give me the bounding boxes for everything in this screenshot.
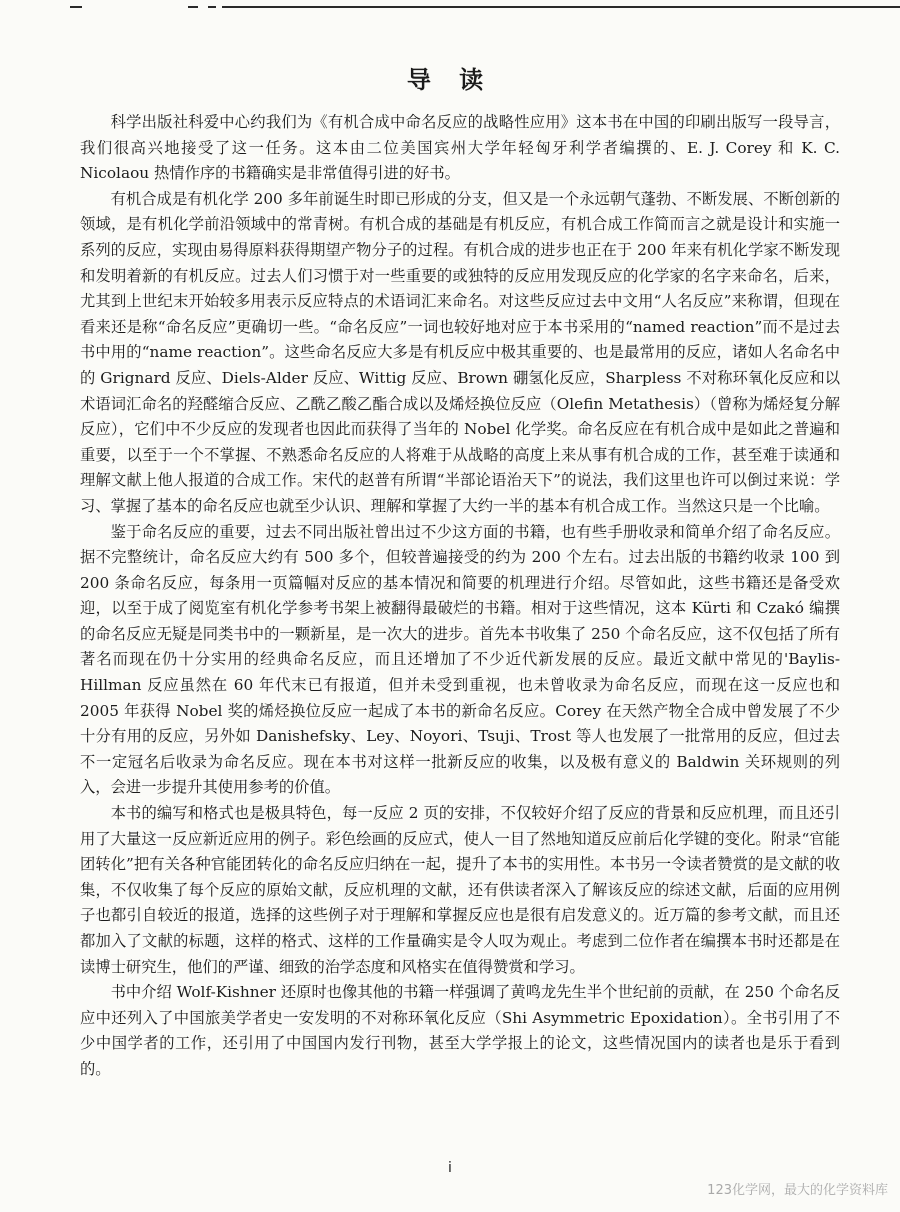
paragraph: 本书的编写和格式也是极具特色，每一反应 2 页的安排，不仅较好介绍了反应的背景和反应机理，而且还引用了大量这一反应新近应用的例子。彩色绘画的反应式，使人一目了然地知道反应前后化学键的变化。附录“官能团转化”把有关各种官能团转化的命名反应归纳在一起，提升了本书的实用性。本书另一令读者赞赏的是文献的收集，不仅收集了每个反应的原始文献，反应机理的文献，还有供读者深入了解该反应的综述文献，后面的应用例子也都引自较近的报道，选择的这些例子对于理解和掌握反应也是很有启发意义的。近万篇的参考文献，而且还都加入了文献的标题，这样的格式、这样的工作量确实是令人叹为观止。考虑到二位作者在编撰本书时还都是在读博士研究生，他们的严谨、细致的治学态度和风格实在值得赞赏和学习。	[80, 804, 840, 976]
watermark: 123化学网，最大的化学资料库	[707, 1183, 888, 1198]
paragraph: 鉴于命名反应的重要，过去不同出版社曾出过不少这方面的书籍，也有些手册收录和简单介绍了命名反应。据不完整统计，命名反应大约有 500 多个，但较普遍接受的约为 200 个左右。过去出版的书籍约收录 100 到 200 条命名反应，每条用一页篇幅对反应的基本情况和简要的机理进行介绍。尽管如此，这些书籍还是备受欢迎，以至于成了阅览室有机化学参考书架上被翻得最破烂的书籍。相对于这些情况，这本 Kürti 和 Czakó 编撰的命名反应无疑是同类书中的一颗新星，是一次大的进步。首先本书收集了 250 个命名反应，这不仅包括了所有著名而现在仍十分实用的经典命名反应，而且还增加了不少近代新发展的反应。最近文献中常见的'Baylis-Hillman 反应虽然在 60 年代末已有报道，但并未受到重视，也未曾收录为命名反应，而现在这一反应也和 2005 年获得 Nobel 奖的烯烃换位反应一起成了本书的新命名反应。Corey 在天然产物全合成中曾发展了不少十分有用的反应，另外如 Danishefsky、Ley、Noyori、Tsuji、Trost 等人也发展了一批常用的反应，但过去不一定冠名后收录为命名反应。现在本书对这样一批新反应的收集，以及极有意义的 Baldwin 关环规则的列入，会进一步提升其使用参考的价值。	[80, 522, 840, 797]
paragraph: 有机合成是有机化学 200 多年前诞生时即已形成的分支，但又是一个永远朝气蓬勃、不断发展、不断创新的领域，是有机化学前沿领域中的常青树。有机合成的基础是有机反应，有机合成工作简而言之就是设计和实施一系列的反应，实现由易得原料获得期望产物分子的过程。有机合成的进步也正在于 200 年来有机化学家不断发现和发明着新的有机反应。过去人们习惯于对一些重要的或独特的反应用发现反应的化学家的名字来命名，后来，尤其到上世纪末开始较多用表示反应特点的术语词汇来命名。对这些反应过去中文用“人名反应”来称谓，但现在看来还是称“命名反应”更确切一些。“命名反应”一词也较好地对应于本书采用的“named reaction”而不是过去书中用的“name reaction”。这些命名反应大多是有机反应中极其重要的、也是最常用的反应，诸如人名命名中的 Grignard 反应、Diels-Alder 反应、Wittig 反应、Brown 硼氢化反应，Sharpless 不对称环氧化反应和以术语词汇命名的羟醛缩合反应、乙酰乙酸乙酯合成以及烯烃换位反应（Olefin Metathesis）（曾称为烯烃复分解反应），它们中不少反应的发现者也因此而获得了当年的 Nobel 化学奖。命名反应在有机合成中是如此之普遍和重要，以至于一个不掌握、不熟悉命名反应的人将难于从战略的高度上来从事有机合成的工作，甚至难于读通和理解文献上他人报道的合成工作。宋代的赵普有所谓“半部论语治天下”的说法，我们这里也许可以倒过来说：学习、掌握了基本的命名反应也就至少认识、理解和掌握了大约一半的基本有机合成工作。当然这只是一个比喻。	[80, 189, 840, 515]
header-rule	[230, 6, 900, 8]
paragraph: 书中介绍 Wolf-Kishner 还原时也像其他的书籍一样强调了黄鸣龙先生半个世纪前的贡献，在 250 个命名反应中还列入了中国旅美学者史一安发明的不对称环氧化反应（Shi Asymmetric Epoxidation）。全书引用了不少中国学者的工作，还引用了中国国内发行刊物，甚至大学学报上的论文，这些情况国内的读者也是乐于看到的。	[80, 983, 840, 1078]
page-number: i	[448, 1160, 452, 1176]
paragraph: 科学出版社科爱中心约我们为《有机合成中命名反应的战略性应用》这本书在中国的印刷出版写一段导言，我们很高兴地接受了这一任务。这本由二位美国宾州大学年轻匈牙利学者编撰的、E. J. Corey 和 K. C. Nicolaou 热情作序的书籍确实是非常值得引进的好书。	[80, 113, 840, 183]
body-text	[80, 110, 840, 1083]
header-dash-marks	[60, 2, 230, 12]
page-title: 导 读	[406, 66, 494, 94]
